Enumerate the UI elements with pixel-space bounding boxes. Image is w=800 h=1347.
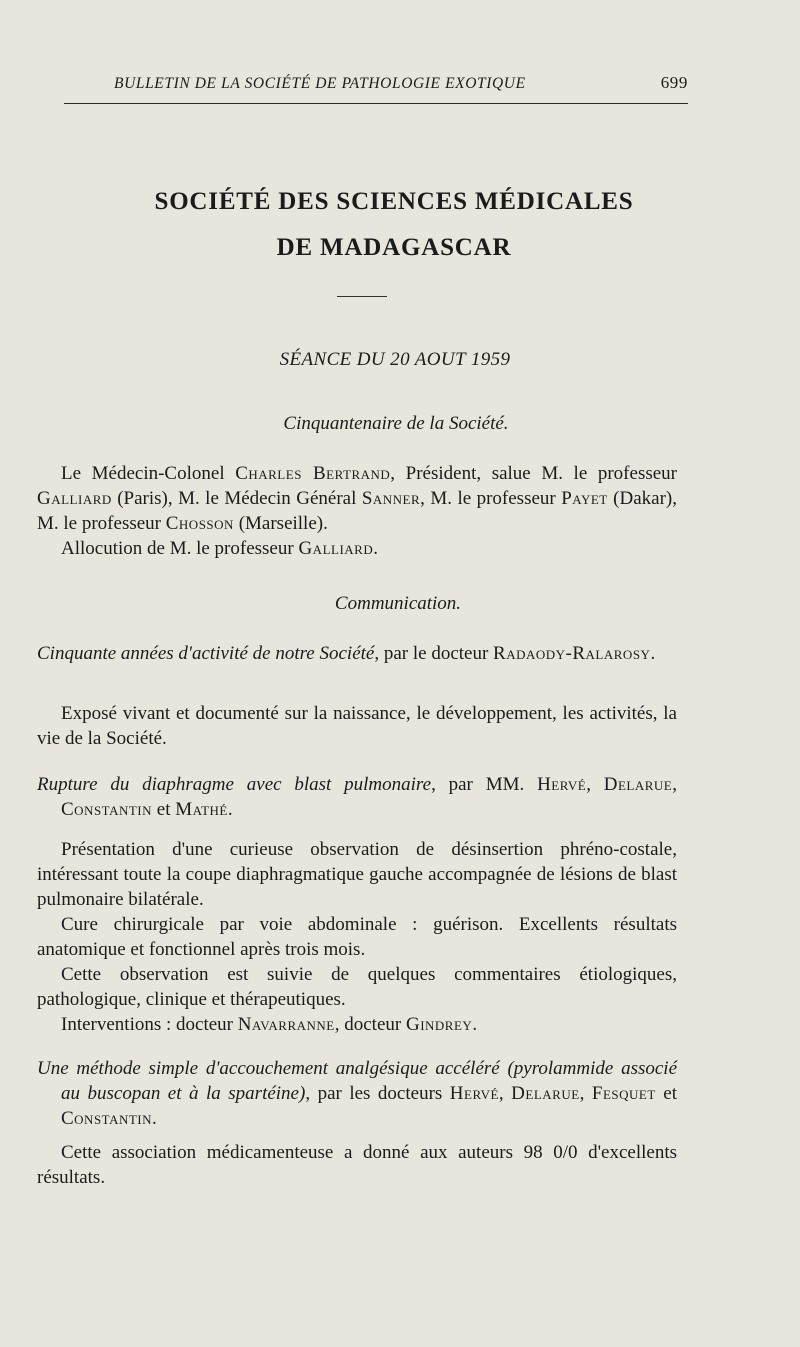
communication-2-title: Rupture du diaphragme avec blast pulmonaire, par MM. Hervé, Delarue, Constantin et Mathé. xyxy=(37,774,677,820)
person-name: Navarranne xyxy=(237,1014,335,1035)
communication-2-body xyxy=(37,837,677,1037)
society-title-line2: DE MADAGASCAR xyxy=(276,234,512,261)
person-name: Chosson xyxy=(165,513,234,534)
person-name: Constantin xyxy=(61,799,153,820)
person-name: Sanner xyxy=(361,488,421,509)
opening-paragraphs xyxy=(37,461,677,561)
title-divider xyxy=(337,296,387,297)
person-name: Radaody-Ralarosy xyxy=(493,643,651,664)
body-paragraph: Cure chirurgicale par voie abdominale : guérison. Excellents résultats anatomique et fonctionnel après trois mois. xyxy=(37,914,677,960)
interventions-line: Interventions : docteur Navarranne, docteur Gindrey. xyxy=(61,1014,478,1035)
running-title: BULLETIN DE LA SOCIÉTÉ DE PATHOLOGIE EXOTIQUE xyxy=(114,75,526,92)
article-title: Rupture du diaphragme avec blast pulmonaire xyxy=(37,774,432,795)
body-paragraph: Cette observation est suivie de quelques commentaires étiologiques, pathologique, clinique et thérapeutiques. xyxy=(37,964,677,1010)
communication-3-body: Cette association médicamenteuse a donné aux auteurs 98 0/0 d'excellents résultats. xyxy=(37,1142,677,1188)
person-name: Gindrey xyxy=(405,1014,473,1035)
president-greeting: Le Médecin-Colonel Charles Bertrand, Président, salue M. le professeur Galliard (Paris), M. le Médecin Général Sanner, M. le professeur Payet (Dakar), M. le professeur Chosson (Marseille). xyxy=(37,463,677,534)
person-name: Mathé xyxy=(175,799,228,820)
article-title: Cinquante années d'activité de notre Société xyxy=(37,643,375,664)
society-title-line1: SOCIÉTÉ DES SCIENCES MÉDICALES xyxy=(154,188,634,215)
page-number: 699 xyxy=(660,73,688,92)
header-rule xyxy=(64,103,688,104)
person-name: Charles Bertrand xyxy=(235,463,391,484)
person-name: Galliard xyxy=(37,488,112,509)
person-name: Galliard xyxy=(298,538,374,559)
seance-heading: SÉANCE DU 20 AOUT 1959 xyxy=(279,349,511,370)
person-name: Fesquet xyxy=(591,1083,656,1104)
person-name: Delarue xyxy=(603,774,673,795)
person-name: Payet xyxy=(561,488,608,509)
article-title: Une méthode simple d'accouchement analgésique accéléré (pyrolammide associé au buscopan et à la spartéine) xyxy=(37,1058,677,1104)
communication-1-body: Exposé vivant et documenté sur la naissance, le développement, les activités, la vie de la Société. xyxy=(37,703,677,749)
communication-3-title: Une méthode simple d'accouchement analgésique accéléré (pyrolammide associé au buscopan et à la spartéine), par les docteurs Hervé, Delarue, Fesquet et Constantin. xyxy=(37,1058,678,1129)
person-name: Hervé xyxy=(537,774,587,795)
body-paragraph: Présentation d'une curieuse observation de désinsertion phréno-costale, intéressant toute la coupe diaphragmatique gauche accompagnée de lésions de blast pulmonaire bilatérale. xyxy=(37,839,677,910)
section-heading-cinquantenaire: Cinquantenaire de la Société. xyxy=(283,413,509,434)
person-name: Delarue xyxy=(511,1083,580,1104)
allocution-line: Allocution de M. le professeur Galliard. xyxy=(61,538,378,559)
person-name: Constantin xyxy=(61,1108,153,1129)
person-name: Hervé xyxy=(449,1083,499,1104)
section-heading-communication: Communication. xyxy=(334,593,462,614)
communication-1-title: Cinquante années d'activité de notre Société, par le docteur Radaody-Ralarosy. xyxy=(37,643,656,664)
